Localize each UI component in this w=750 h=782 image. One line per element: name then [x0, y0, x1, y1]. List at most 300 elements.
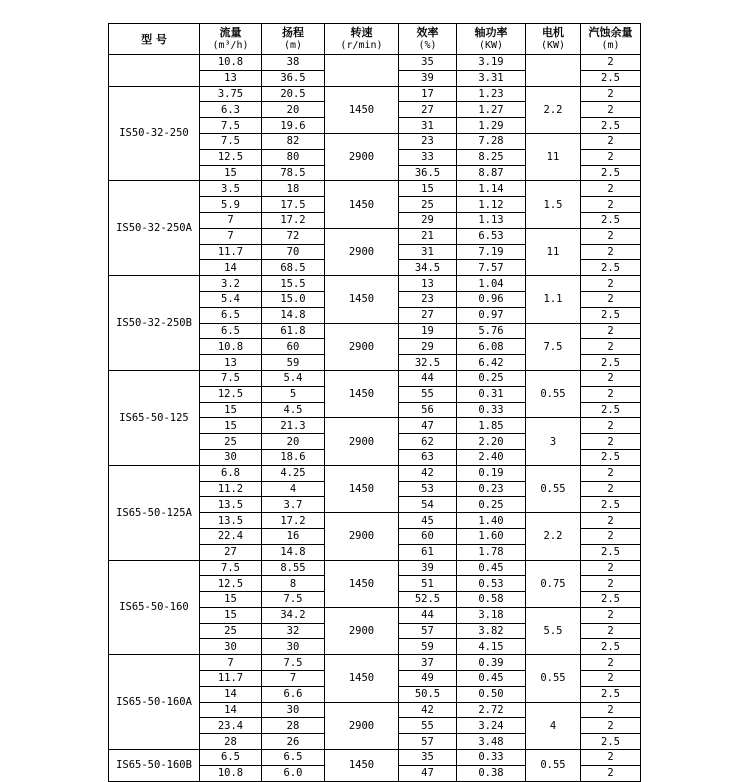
shaft-power-cell: 0.39 [457, 655, 526, 671]
npsh-cell: 2 [581, 465, 641, 481]
head-cell: 34.2 [262, 607, 325, 623]
head-cell: 6.0 [262, 765, 325, 781]
npsh-cell: 2 [581, 671, 641, 687]
model-cell: IS65-50-160A [109, 655, 200, 750]
head-cell: 68.5 [262, 260, 325, 276]
head-cell: 21.3 [262, 418, 325, 434]
motor-cell: 1.1 [526, 276, 581, 323]
header-shaft-power-title: 轴功率 [474, 26, 508, 39]
flow-cell: 25 [200, 434, 262, 450]
speed-cell: 2900 [325, 228, 399, 275]
head-cell: 59 [262, 355, 325, 371]
flow-cell: 11.7 [200, 244, 262, 260]
flow-cell: 7 [200, 655, 262, 671]
efficiency-cell: 27 [399, 102, 457, 118]
efficiency-cell: 47 [399, 418, 457, 434]
npsh-cell: 2 [581, 276, 641, 292]
npsh-cell: 2 [581, 181, 641, 197]
npsh-cell: 2.5 [581, 592, 641, 608]
head-cell: 4 [262, 481, 325, 497]
efficiency-cell: 39 [399, 560, 457, 576]
flow-cell: 7.5 [200, 370, 262, 386]
table-row [109, 370, 641, 386]
header-flow-title: 流量 [219, 26, 242, 39]
shaft-power-cell: 1.60 [457, 528, 526, 544]
flow-cell: 27 [200, 544, 262, 560]
shaft-power-cell: 2.72 [457, 702, 526, 718]
efficiency-cell: 44 [399, 607, 457, 623]
head-cell: 15.5 [262, 276, 325, 292]
npsh-cell: 2 [581, 149, 641, 165]
flow-cell: 30 [200, 449, 262, 465]
shaft-power-cell: 1.27 [457, 102, 526, 118]
model-cell: IS65-50-125A [109, 465, 200, 560]
efficiency-cell: 63 [399, 449, 457, 465]
speed-cell: 2900 [325, 418, 399, 465]
head-cell: 20 [262, 102, 325, 118]
shaft-power-cell: 0.23 [457, 481, 526, 497]
flow-cell: 13.5 [200, 513, 262, 529]
flow-cell: 6.5 [200, 307, 262, 323]
head-cell: 17.2 [262, 513, 325, 529]
npsh-cell: 2 [581, 576, 641, 592]
head-cell: 14.8 [262, 544, 325, 560]
flow-cell: 3.5 [200, 181, 262, 197]
head-cell: 38 [262, 55, 325, 71]
header-model [109, 24, 200, 55]
flow-cell: 12.5 [200, 149, 262, 165]
npsh-cell: 2 [581, 623, 641, 639]
shaft-power-cell: 0.97 [457, 307, 526, 323]
flow-cell: 10.8 [200, 55, 262, 71]
flow-cell: 3.2 [200, 276, 262, 292]
flow-cell: 11.7 [200, 671, 262, 687]
header-npsh [581, 24, 641, 55]
header-speed-title: 转速 [350, 26, 373, 39]
head-cell: 32 [262, 623, 325, 639]
flow-cell: 28 [200, 734, 262, 750]
flow-cell: 6.3 [200, 102, 262, 118]
flow-cell: 23.4 [200, 718, 262, 734]
flow-cell: 7.5 [200, 560, 262, 576]
header-speed [325, 24, 399, 55]
head-cell: 7.5 [262, 655, 325, 671]
speed-cell: 2900 [325, 513, 399, 560]
efficiency-cell: 35 [399, 55, 457, 71]
head-cell: 5.4 [262, 370, 325, 386]
head-cell: 36.5 [262, 70, 325, 86]
shaft-power-cell: 7.57 [457, 260, 526, 276]
head-cell: 61.8 [262, 323, 325, 339]
header-row [109, 24, 641, 55]
npsh-cell: 2 [581, 55, 641, 71]
efficiency-cell: 15 [399, 181, 457, 197]
header-motor-title: 电机 [542, 26, 564, 39]
head-cell: 4.25 [262, 465, 325, 481]
head-cell: 8 [262, 576, 325, 592]
speed-cell: 1450 [325, 370, 399, 417]
flow-cell: 12.5 [200, 386, 262, 402]
header-flow-unit: (m³/h) [212, 40, 249, 51]
shaft-power-cell: 0.53 [457, 576, 526, 592]
motor-cell: 2.2 [526, 86, 581, 133]
efficiency-cell: 60 [399, 528, 457, 544]
efficiency-cell: 55 [399, 386, 457, 402]
head-cell: 7 [262, 671, 325, 687]
efficiency-cell: 51 [399, 576, 457, 592]
npsh-cell: 2 [581, 750, 641, 766]
motor-cell: 0.55 [526, 370, 581, 417]
flow-cell: 13.5 [200, 497, 262, 513]
flow-cell: 7.5 [200, 133, 262, 149]
pump-spec-table [108, 23, 641, 782]
flow-cell: 10.8 [200, 339, 262, 355]
table-row [109, 276, 641, 292]
npsh-cell: 2 [581, 528, 641, 544]
npsh-cell: 2 [581, 386, 641, 402]
flow-cell: 6.5 [200, 323, 262, 339]
head-cell: 60 [262, 339, 325, 355]
npsh-cell: 2 [581, 339, 641, 355]
head-cell: 18.6 [262, 449, 325, 465]
shaft-power-cell: 0.31 [457, 386, 526, 402]
head-cell: 17.5 [262, 197, 325, 213]
head-cell: 8.55 [262, 560, 325, 576]
flow-cell: 11.2 [200, 481, 262, 497]
header-npsh-title: 汽蚀余量 [588, 26, 633, 39]
head-cell: 80 [262, 149, 325, 165]
flow-cell: 25 [200, 623, 262, 639]
header-motor-unit: (KW) [540, 40, 566, 51]
npsh-cell: 2 [581, 133, 641, 149]
npsh-cell: 2.5 [581, 260, 641, 276]
table-row [109, 560, 641, 576]
shaft-power-cell: 1.85 [457, 418, 526, 434]
efficiency-cell: 54 [399, 497, 457, 513]
motor-cell: 7.5 [526, 323, 581, 370]
flow-cell: 10.8 [200, 765, 262, 781]
efficiency-cell: 59 [399, 639, 457, 655]
shaft-power-cell: 3.19 [457, 55, 526, 71]
table-row [109, 465, 641, 481]
speed-cell: 2900 [325, 133, 399, 180]
speed-cell: 1450 [325, 86, 399, 133]
efficiency-cell: 36.5 [399, 165, 457, 181]
flow-cell: 15 [200, 165, 262, 181]
head-cell: 82 [262, 133, 325, 149]
flow-cell: 15 [200, 607, 262, 623]
flow-cell: 6.8 [200, 465, 262, 481]
model-cell [109, 55, 200, 87]
header-head [262, 24, 325, 55]
flow-cell: 14 [200, 686, 262, 702]
flow-cell: 30 [200, 639, 262, 655]
table-row [109, 86, 641, 102]
table-row [109, 750, 641, 766]
npsh-cell: 2 [581, 370, 641, 386]
efficiency-cell: 33 [399, 149, 457, 165]
head-cell: 6.6 [262, 686, 325, 702]
model-cell: IS65-50-160B [109, 750, 200, 782]
shaft-power-cell: 0.19 [457, 465, 526, 481]
npsh-cell: 2 [581, 323, 641, 339]
model-cell: IS50-32-250B [109, 276, 200, 371]
motor-cell: 11 [526, 133, 581, 180]
npsh-cell: 2 [581, 244, 641, 260]
model-cell: IS50-32-250 [109, 86, 200, 181]
head-cell: 28 [262, 718, 325, 734]
npsh-cell: 2.5 [581, 307, 641, 323]
table-header [109, 24, 641, 55]
efficiency-cell: 52.5 [399, 592, 457, 608]
efficiency-cell: 17 [399, 86, 457, 102]
motor-cell: 5.5 [526, 607, 581, 654]
npsh-cell: 2.5 [581, 734, 641, 750]
efficiency-cell: 62 [399, 434, 457, 450]
efficiency-cell: 49 [399, 671, 457, 687]
shaft-power-cell: 0.33 [457, 750, 526, 766]
flow-cell: 3.75 [200, 86, 262, 102]
head-cell: 16 [262, 528, 325, 544]
efficiency-cell: 35 [399, 750, 457, 766]
head-cell: 26 [262, 734, 325, 750]
shaft-power-cell: 0.96 [457, 291, 526, 307]
npsh-cell: 2 [581, 655, 641, 671]
npsh-cell: 2.5 [581, 402, 641, 418]
npsh-cell: 2.5 [581, 449, 641, 465]
efficiency-cell: 37 [399, 655, 457, 671]
npsh-cell: 2 [581, 513, 641, 529]
head-cell: 20.5 [262, 86, 325, 102]
shaft-power-cell: 1.14 [457, 181, 526, 197]
flow-cell: 5.4 [200, 291, 262, 307]
head-cell: 3.7 [262, 497, 325, 513]
npsh-cell: 2.5 [581, 355, 641, 371]
shaft-power-cell: 2.40 [457, 449, 526, 465]
npsh-cell: 2 [581, 560, 641, 576]
head-cell: 19.6 [262, 118, 325, 134]
efficiency-cell: 39 [399, 70, 457, 86]
efficiency-cell: 61 [399, 544, 457, 560]
npsh-cell: 2 [581, 291, 641, 307]
efficiency-cell: 44 [399, 370, 457, 386]
motor-cell: 4 [526, 702, 581, 749]
head-cell: 20 [262, 434, 325, 450]
flow-cell: 6.5 [200, 750, 262, 766]
shaft-power-cell: 3.31 [457, 70, 526, 86]
shaft-power-cell: 3.24 [457, 718, 526, 734]
efficiency-cell: 21 [399, 228, 457, 244]
shaft-power-cell: 0.25 [457, 497, 526, 513]
efficiency-cell: 29 [399, 339, 457, 355]
model-cell: IS65-50-160 [109, 560, 200, 655]
header-efficiency [399, 24, 457, 55]
npsh-cell: 2 [581, 481, 641, 497]
npsh-cell: 2 [581, 718, 641, 734]
flow-cell: 14 [200, 702, 262, 718]
flow-cell: 22.4 [200, 528, 262, 544]
motor-cell: 1.5 [526, 181, 581, 228]
npsh-cell: 2.5 [581, 70, 641, 86]
speed-cell: 1450 [325, 560, 399, 607]
shaft-power-cell: 0.50 [457, 686, 526, 702]
shaft-power-cell: 7.19 [457, 244, 526, 260]
efficiency-cell: 32.5 [399, 355, 457, 371]
header-head-unit: (m) [283, 40, 303, 51]
efficiency-cell: 19 [399, 323, 457, 339]
motor-cell: 11 [526, 228, 581, 275]
header-npsh-unit: (m) [601, 40, 620, 51]
shaft-power-cell: 2.20 [457, 434, 526, 450]
npsh-cell: 2 [581, 228, 641, 244]
npsh-cell: 2.5 [581, 118, 641, 134]
shaft-power-cell: 6.42 [457, 355, 526, 371]
model-cell: IS65-50-125 [109, 370, 200, 465]
speed-cell: 1450 [325, 750, 399, 782]
shaft-power-cell: 6.53 [457, 228, 526, 244]
head-cell: 78.5 [262, 165, 325, 181]
shaft-power-cell: 1.40 [457, 513, 526, 529]
efficiency-cell: 25 [399, 197, 457, 213]
efficiency-cell: 53 [399, 481, 457, 497]
npsh-cell: 2 [581, 197, 641, 213]
head-cell: 17.2 [262, 212, 325, 228]
header-efficiency-unit: (%) [418, 40, 437, 51]
npsh-cell: 2 [581, 102, 641, 118]
head-cell: 5 [262, 386, 325, 402]
flow-cell: 13 [200, 70, 262, 86]
efficiency-cell: 45 [399, 513, 457, 529]
flow-cell: 12.5 [200, 576, 262, 592]
npsh-cell: 2 [581, 434, 641, 450]
head-cell: 6.5 [262, 750, 325, 766]
motor-cell: 0.75 [526, 560, 581, 607]
shaft-power-cell: 1.29 [457, 118, 526, 134]
flow-cell: 7 [200, 228, 262, 244]
head-cell: 30 [262, 702, 325, 718]
head-cell: 14.8 [262, 307, 325, 323]
motor-cell: 0.55 [526, 750, 581, 782]
efficiency-cell: 34.5 [399, 260, 457, 276]
npsh-cell: 2 [581, 418, 641, 434]
head-cell: 72 [262, 228, 325, 244]
efficiency-cell: 50.5 [399, 686, 457, 702]
speed-cell: 2900 [325, 607, 399, 654]
npsh-cell: 2.5 [581, 165, 641, 181]
flow-cell: 5.9 [200, 197, 262, 213]
table-row [109, 55, 641, 71]
header-shaft-power [457, 24, 526, 55]
speed-cell: 1450 [325, 181, 399, 228]
shaft-power-cell: 0.45 [457, 560, 526, 576]
flow-cell: 13 [200, 355, 262, 371]
flow-cell: 7 [200, 212, 262, 228]
header-motor [526, 24, 581, 55]
shaft-power-cell: 1.04 [457, 276, 526, 292]
npsh-cell: 2.5 [581, 544, 641, 560]
shaft-power-cell: 5.76 [457, 323, 526, 339]
speed-cell: 1450 [325, 655, 399, 702]
npsh-cell: 2 [581, 86, 641, 102]
shaft-power-cell: 3.48 [457, 734, 526, 750]
shaft-power-cell: 1.78 [457, 544, 526, 560]
npsh-cell: 2 [581, 765, 641, 781]
efficiency-cell: 13 [399, 276, 457, 292]
speed-cell: 2900 [325, 323, 399, 370]
shaft-power-cell: 8.25 [457, 149, 526, 165]
head-cell: 30 [262, 639, 325, 655]
head-cell: 4.5 [262, 402, 325, 418]
efficiency-cell: 29 [399, 212, 457, 228]
npsh-cell: 2 [581, 607, 641, 623]
efficiency-cell: 42 [399, 465, 457, 481]
npsh-cell: 2.5 [581, 212, 641, 228]
table-row [109, 655, 641, 671]
shaft-power-cell: 3.18 [457, 607, 526, 623]
speed-cell: 1450 [325, 276, 399, 323]
shaft-power-cell: 6.08 [457, 339, 526, 355]
shaft-power-cell: 0.45 [457, 671, 526, 687]
header-flow [200, 24, 262, 55]
header-speed-unit: (r/min) [340, 40, 383, 51]
speed-cell: 1450 [325, 465, 399, 512]
flow-cell: 14 [200, 260, 262, 276]
table-row [109, 181, 641, 197]
shaft-power-cell: 7.28 [457, 133, 526, 149]
efficiency-cell: 47 [399, 765, 457, 781]
shaft-power-cell: 4.15 [457, 639, 526, 655]
efficiency-cell: 57 [399, 623, 457, 639]
flow-cell: 15 [200, 402, 262, 418]
head-cell: 7.5 [262, 592, 325, 608]
efficiency-cell: 27 [399, 307, 457, 323]
flow-cell: 15 [200, 592, 262, 608]
efficiency-cell: 31 [399, 244, 457, 260]
flow-cell: 15 [200, 418, 262, 434]
npsh-cell: 2 [581, 702, 641, 718]
shaft-power-cell: 1.23 [457, 86, 526, 102]
shaft-power-cell: 0.38 [457, 765, 526, 781]
speed-cell: 2900 [325, 702, 399, 749]
head-cell: 70 [262, 244, 325, 260]
shaft-power-cell: 8.87 [457, 165, 526, 181]
speed-cell [325, 55, 399, 87]
efficiency-cell: 23 [399, 133, 457, 149]
shaft-power-cell: 0.25 [457, 370, 526, 386]
model-cell: IS50-32-250A [109, 181, 200, 276]
npsh-cell: 2.5 [581, 639, 641, 655]
header-efficiency-title: 效率 [416, 26, 439, 39]
npsh-cell: 2.5 [581, 686, 641, 702]
motor-cell: 0.55 [526, 465, 581, 512]
efficiency-cell: 31 [399, 118, 457, 134]
header-shaft-power-unit: (KW) [478, 40, 504, 51]
efficiency-cell: 23 [399, 291, 457, 307]
flow-cell: 7.5 [200, 118, 262, 134]
motor-cell [526, 55, 581, 87]
head-cell: 15.0 [262, 291, 325, 307]
head-cell: 18 [262, 181, 325, 197]
motor-cell: 3 [526, 418, 581, 465]
shaft-power-cell: 1.12 [457, 197, 526, 213]
motor-cell: 2.2 [526, 513, 581, 560]
shaft-power-cell: 3.82 [457, 623, 526, 639]
motor-cell: 0.55 [526, 655, 581, 702]
npsh-cell: 2.5 [581, 497, 641, 513]
efficiency-cell: 55 [399, 718, 457, 734]
header-head-title: 扬程 [282, 26, 304, 39]
shaft-power-cell: 1.13 [457, 212, 526, 228]
